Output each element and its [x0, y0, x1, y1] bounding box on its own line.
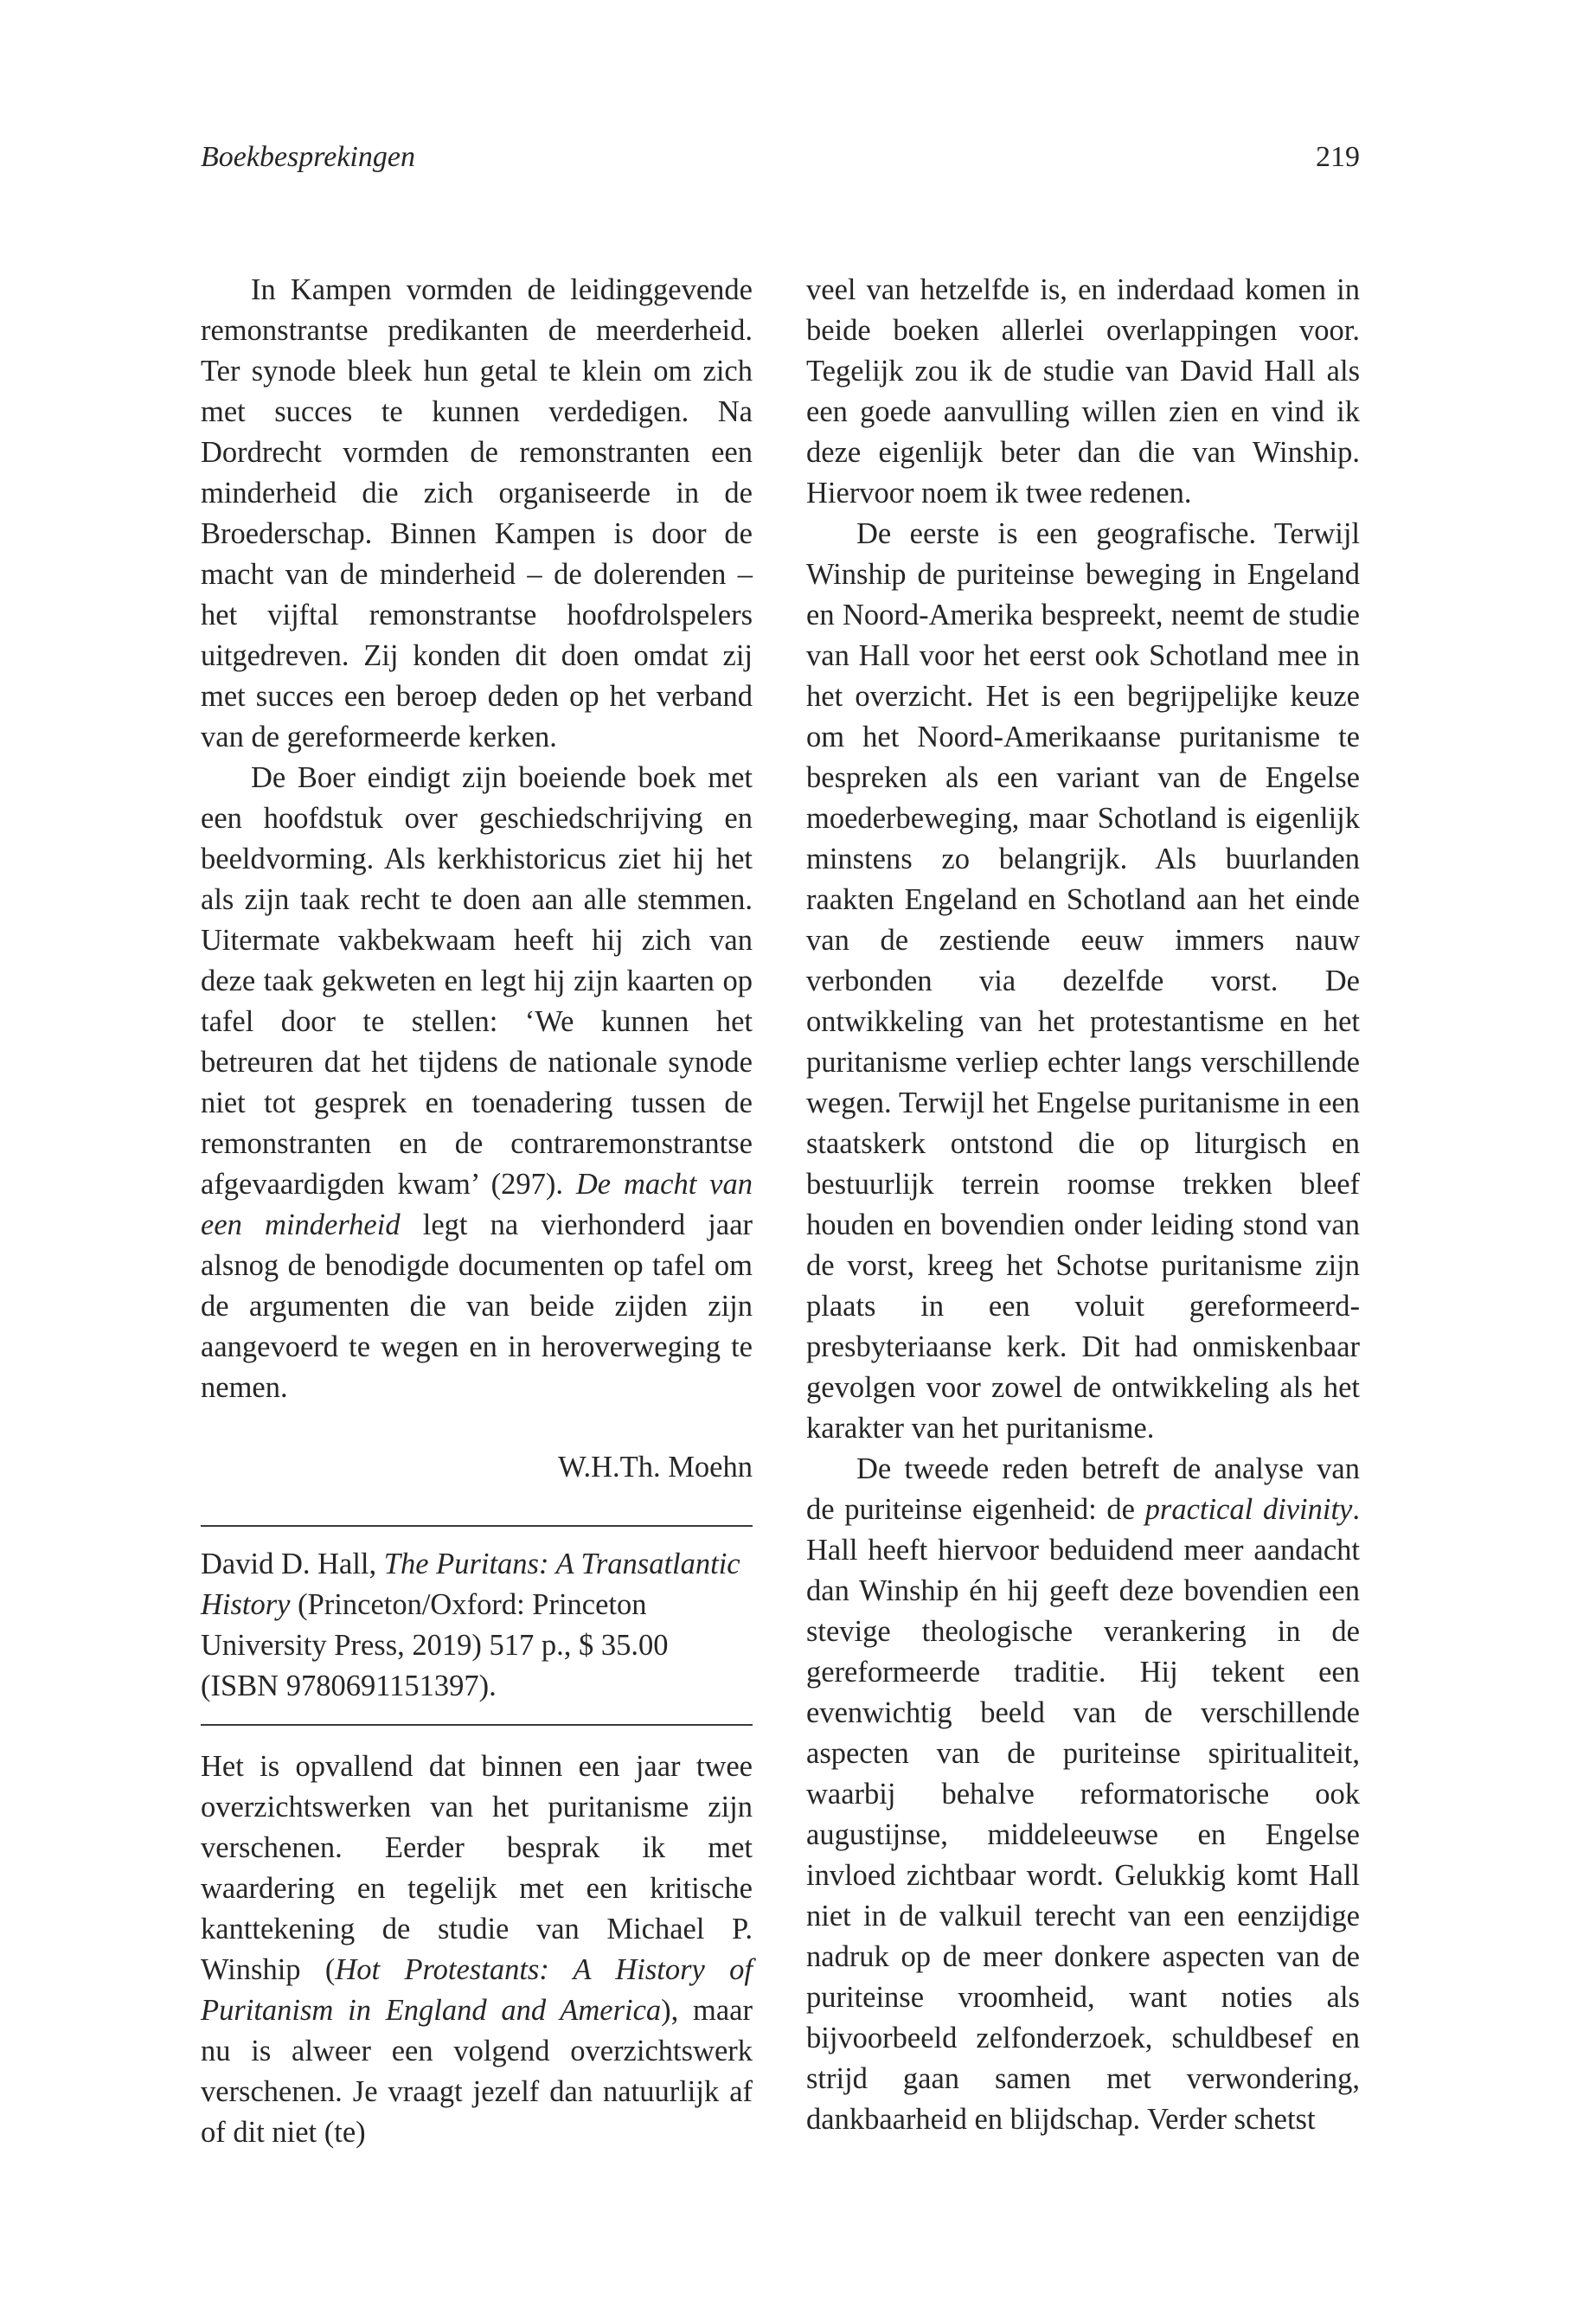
book-title-italic: De macht van een minderheid: [201, 1168, 753, 1241]
paragraph-continuation: veel van hetzelfde is, en inderdaad komen in beide boeken allerlei overlappingen voor. Tegelijk zou ik de studie van David Hall als een goede aanvulling willen zien en vind ik deze eigenlijk beter dan die van Winship. Hiervoor noem ik twee redenen.: [806, 273, 1360, 510]
citation-title: The Puritans: A Transatlantic History: [201, 1548, 740, 1621]
paragraph-text: . Hall heeft hiervoor beduidend meer aandacht dan Winship én hij geeft deze bovendien een stevige theologische verankering in de gereformeerde traditie. Hij tekent een evenwichtig beeld van de verschillende aspecten van de puriteinse spiritualiteit, waarbij behalve reformatorische ook augustijnse, middeleeuwse en Engelse invloed zichtbaar wordt. Gelukkig komt Hall niet in de valkuil terecht van een eenzijdige nadruk op de meer donkere aspecten van de puriteinse vroomheid, want noties als bijvoorbeeld zelfonderzoek, schuldbesef en strijd gaan samen met verwondering, dankbaarheid en blijdschap. Verder schetst: [806, 1493, 1360, 2136]
reviewer-signature: W.H.Th. Moehn: [558, 1451, 753, 1484]
citation-rule-bottom: [201, 1724, 753, 1726]
term-italic: practical divinity: [1144, 1493, 1353, 1526]
page-number: 219: [1316, 141, 1360, 173]
paragraph-first-reason: De eerste is een geografische. Terwijl Winship de puriteinse beweging in Engeland en Noord-Amerika bespreekt, neemt de studie van Hall voor het eerst ook Schotland mee in het overzicht. Het is een begrijpelijke keuze om het Noord-Amerikaanse puritanisme te bespreken als een variant van de Engelse moederbeweging, maar Schotland is eigenlijk minstens zo belangrijk. Als buurlanden raakten Engeland en Schotland aan het einde van de zestiende eeuw immers nauw verbonden via dezelfde vorst. De ontwikkeling van het protestantisme en het puritanisme verliep echter langs verschillende wegen. Terwijl het Engelse puritanisme in een staatskerk ontstond die op liturgisch en bestuurlijk terrein roomse trekken bleef houden en bovendien onder leiding stond van de vorst, kreeg het Schotse puritanisme zijn plaats in een voluit gereformeerd-presbyteriaanse kerk. Dit had onmiskenbaar gevolgen voor zowel de ontwikkeling als het karakter van het puritanisme.: [806, 517, 1360, 1445]
paragraph-second-reason: [806, 1449, 1360, 2140]
citation-rule-top: [201, 1525, 753, 1527]
paragraph-text: De tweede reden betreft de analyse van de puriteinse eigenheid: de: [806, 1452, 1360, 1526]
paragraph-text: legt na vierhonderd jaar alsnog de benodigde documenten op tafel om de argumenten die van beide zijden zijn aangevoerd te wegen en in heroverweging te nemen.: [201, 1208, 753, 1404]
right-column: [806, 270, 1360, 2140]
citation-details: (Princeton/Oxford: Princeton University Press, 2019) 517 p., $ 35.00 (ISBN 9780691151397).: [201, 1588, 669, 1702]
paragraph-text: De Boer eindigt zijn boeiende boek met een hoofdstuk over geschiedschrijving en beeldvorming. Als kerkhistoricus ziet hij het als zijn taak recht te doen aan alle stemmen. Uitermate vakbekwaam heeft hij zich van deze taak gekweten en legt hij zijn kaarten op tafel door te stellen: ‘We kunnen het betreuren dat het tijdens de nationale synode niet tot gesprek en toenadering tussen de remonstranten en de contraremonstrantse afgevaardigden kwam’ (297).: [201, 761, 753, 1201]
paragraph-text: Het is opvallend dat binnen een jaar twee overzichtswerken van het puritanisme zijn verschenen. Eerder besprak ik met waardering en tegelijk met een kritische kanttekening de studie van Michael P. Winship (: [201, 1750, 753, 1986]
book-title-italic: Hot Protestants: A History of Puritanism in England and America: [201, 1953, 753, 2027]
paragraph-review-intro: [201, 1747, 753, 2153]
citation-author: David D. Hall,: [201, 1548, 384, 1580]
running-title: Boekbesprekingen: [201, 141, 415, 173]
paragraph-kampen: In Kampen vormden de leidinggevende remonstrantse predikanten de meerderheid. Ter synode bleek hun getal te klein om zich met succes te kunnen verdedigen. Na Dordrecht vormden de remonstranten een minderheid die zich organiseerde in de Broederschap. Binnen Kampen is door de macht van de minderheid – de dolerenden – het vijftal remonstrantse hoofdrolspelers uitgedreven. Zij konden dit doen omdat zij met succes een beroep deden op het verband van de gereformeerde kerken.: [201, 273, 753, 753]
paragraph-text: ), maar nu is alweer een volgend overzichtswerk verschenen. Je vraagt jezelf dan natuurlijk af of dit niet (te): [201, 1994, 753, 2149]
book-citation: [201, 1544, 753, 1707]
running-head: [201, 131, 1360, 183]
left-column: [201, 270, 753, 2153]
paragraph-de-boer: [201, 758, 753, 1408]
